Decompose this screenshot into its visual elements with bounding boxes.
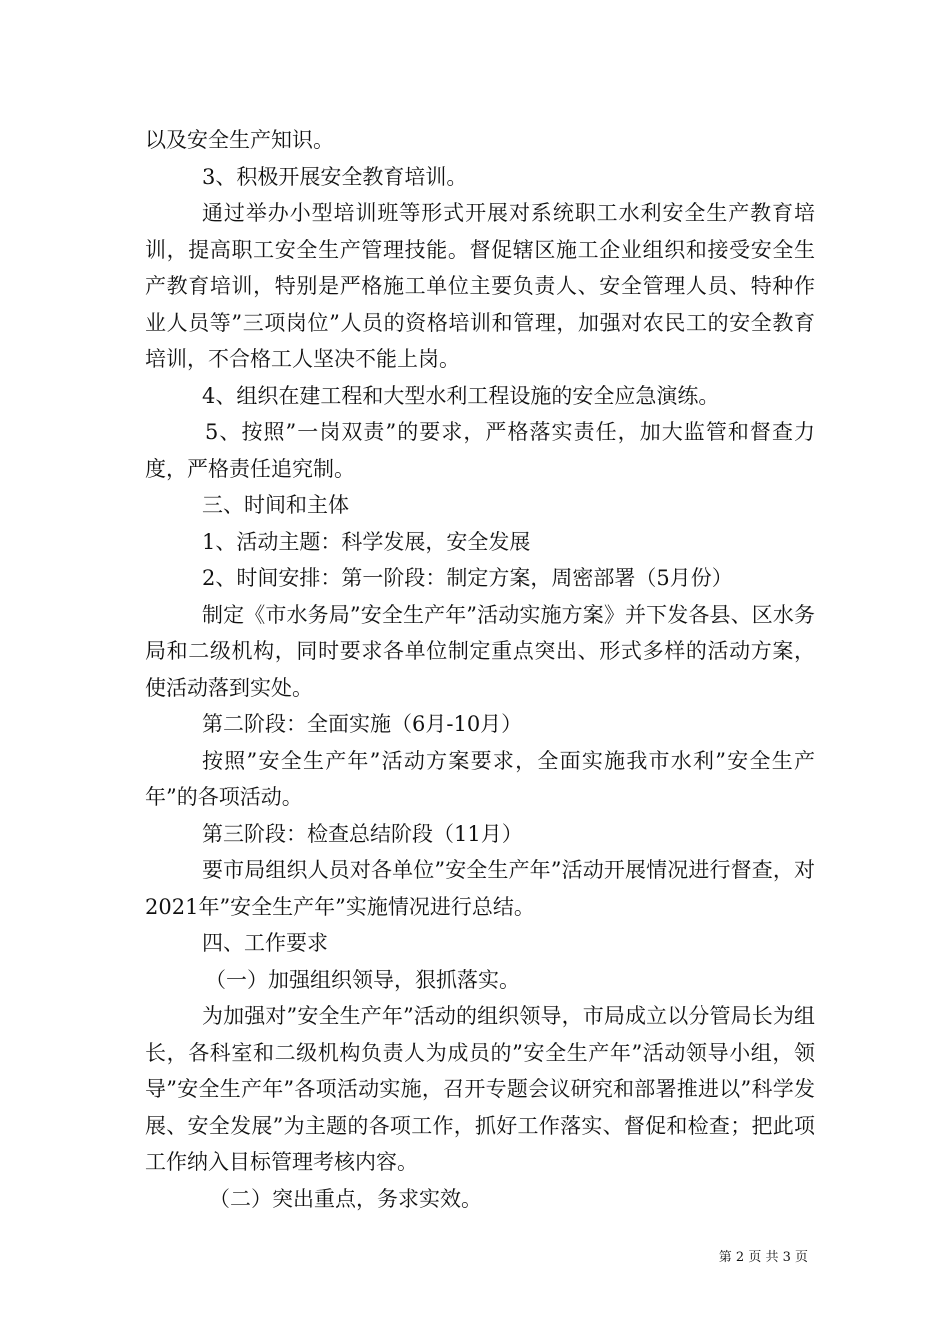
paragraph-9: 制定《市水务局”安全生产年”活动实施方案》并下发各县、区水务局和二级机构，同时要求各单位制定重点突出、形式多样的活动方案，使活动落到实处。 bbox=[145, 602, 815, 700]
document-body bbox=[145, 122, 815, 1217]
paragraph-12: 第三阶段：检查总结阶段（11月） bbox=[202, 821, 523, 846]
paragraph-2: 3、积极开展安全教育培训。 bbox=[202, 164, 468, 189]
subsection-heading-1: （一）加强组织领导，狠抓落实。 bbox=[205, 967, 520, 992]
paragraph-1: 以及安全生产知识。 bbox=[145, 128, 334, 152]
page-number-footer: 第 2 页 共 3 页 bbox=[718, 1250, 808, 1265]
section-heading-4: 四、工作要求 bbox=[202, 931, 328, 955]
paragraph-7: 1、活动主题：科学发展，安全发展 bbox=[202, 529, 531, 554]
subsection-heading-2: （二）突出重点，务求实效。 bbox=[209, 1186, 482, 1211]
section-heading-3: 三、时间和主体 bbox=[202, 493, 349, 517]
paragraph-3: 通过举办小型培训班等形式开展对系统职工水利安全生产教育培训，提高职工安全生产管理技能。督促辖区施工企业组织和接受安全生产教育培训，特别是严格施工单位主要负责人、安全管理人员、特种作业人员等”三项岗位”人员的资格培训和管理，加强对农民工的安全教育培训，不合格工人坚决不能上岗。 bbox=[145, 201, 815, 371]
paragraph-8: 2、时间安排：第一阶段：制定方案，周密部署（5月份） bbox=[202, 566, 733, 590]
paragraph-11: 按照”安全生产年”活动方案要求，全面实施我市水利”安全生产年”的各项活动。 bbox=[145, 748, 815, 809]
paragraph-5: 5、按照”一岗双责”的要求，严格落实责任，加大监管和督查力度，严格责任追究制。 bbox=[145, 420, 815, 481]
paragraph-4: 4、组织在建工程和大型水利工程设施的安全应急演练。 bbox=[202, 383, 720, 408]
paragraph-16: 为加强对”安全生产年”活动的组织领导，市局成立以分管局长为组长，各科室和二级机构负责人为成员的”安全生产年”活动领导小组，领导”安全生产年”各项活动实施，召开专题会议研究和部署推进以”科学发展、安全发展”为主题的各项工作，抓好工作落实、督促和检查；把此项工作纳入目标管理考核内容。 bbox=[145, 1004, 815, 1174]
paragraph-13: 要市局组织人员对各单位”安全生产年”活动开展情况进行督查，对2021年”安全生产年”实施情况进行总结。 bbox=[145, 858, 815, 919]
paragraph-10: 第二阶段：全面实施（6月-10月） bbox=[202, 712, 523, 736]
